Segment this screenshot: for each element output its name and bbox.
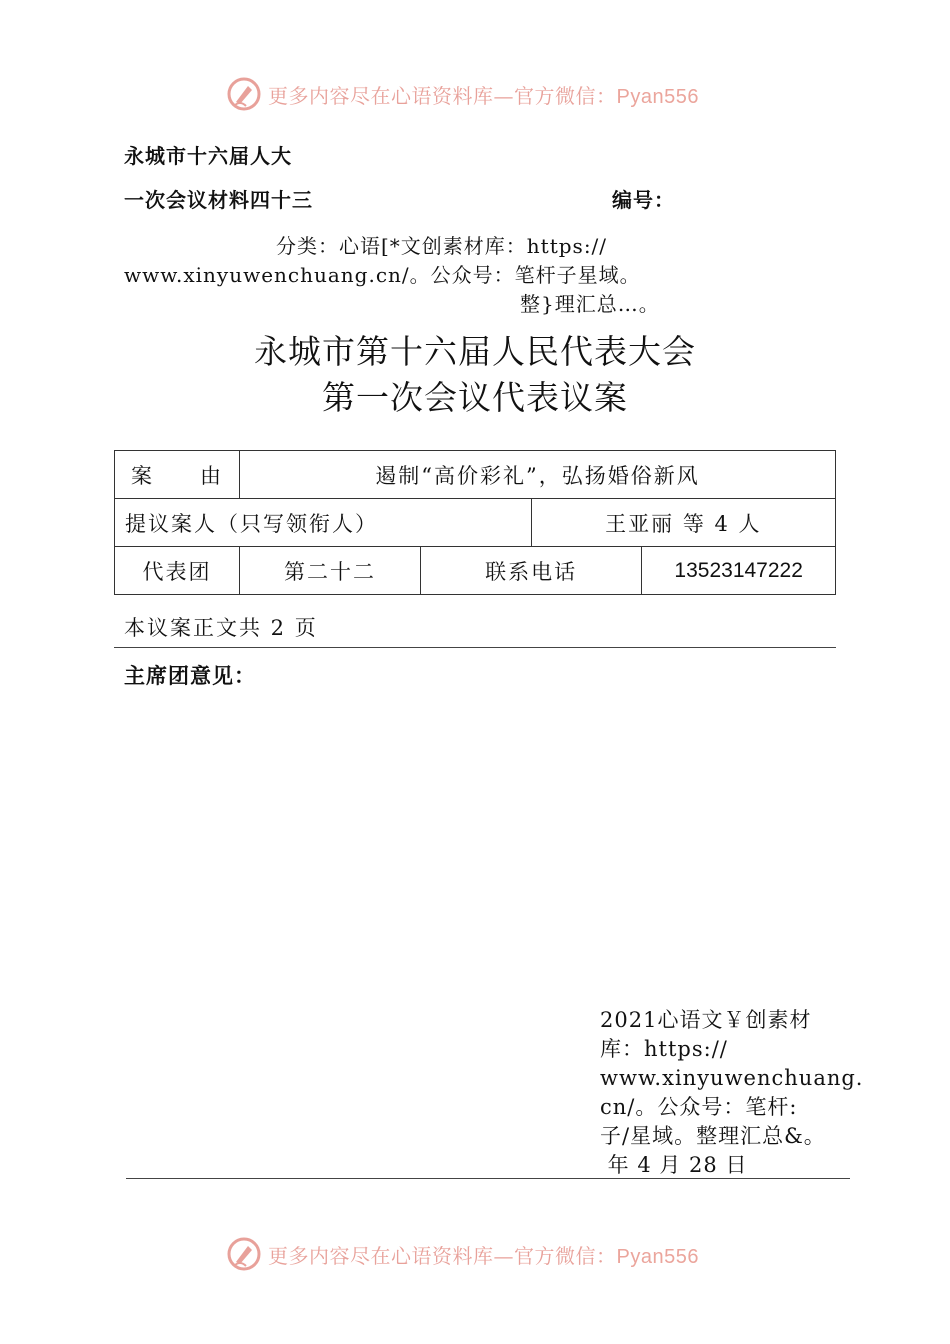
footer-line: www.xinyuwenchuang. (600, 1066, 864, 1090)
footer-date: 年 4 月 28 日 (600, 1153, 748, 1177)
watermark-text: 更多内容尽在心语资料库—官方微信： (268, 83, 617, 108)
watermark-wechat: Pyan556 (616, 85, 699, 108)
number-label: 编号： (612, 188, 675, 212)
footer-line: 子/星域。整理汇总&。 (600, 1124, 826, 1148)
watermark-banner-bottom (226, 1234, 699, 1274)
footer-line: 库：https:// (600, 1037, 728, 1061)
category-line-1: 分类：心语[*文创素材库：https:// (276, 234, 608, 258)
footer-line: 2021心语文￥创素材 (600, 1008, 812, 1032)
phone-label: 联系电话 (421, 547, 642, 595)
pages-note: 本议案正文共 2 页 (124, 616, 318, 640)
watermark-text: 更多内容尽在心语资料库—官方微信： (268, 1243, 617, 1268)
presidium-opinion-label: 主席团意见： (124, 664, 256, 688)
header-line-1: 永城市十六届人大 (124, 144, 292, 168)
proposal-info-table (114, 450, 836, 595)
divider-bottom (126, 1178, 850, 1179)
footer-note (600, 1006, 864, 1180)
table-row-delegation (115, 547, 836, 595)
document-title-line-1: 永城市第十六届人民代表大会 (254, 332, 696, 371)
case-value: 遏制“高价彩礼”，弘扬婚俗新风 (240, 451, 836, 499)
pen-logo-icon (226, 76, 262, 112)
delegation-value: 第二十二 (240, 547, 421, 595)
proposer-value: 王亚丽 等 4 人 (531, 499, 835, 547)
category-line-3: 整}理汇总…。 (520, 292, 660, 316)
proposer-label: 提议案人（只写领衔人） (115, 499, 532, 547)
delegation-label: 代表团 (115, 547, 240, 595)
header-line-2: 一次会议材料四十三 (124, 188, 313, 212)
category-line-2: www.xinyuwenchuang.cn/。公众号：笔杆子星域。 (124, 263, 641, 287)
table-row-case (115, 451, 836, 499)
phone-value: 13523147222 (642, 547, 836, 595)
watermark-wechat: Pyan556 (616, 1245, 699, 1268)
watermark-banner-top (226, 74, 699, 114)
pen-logo-icon (226, 1236, 262, 1272)
footer-line: cn/。公众号：笔杆: (600, 1095, 798, 1119)
document-title-line-2: 第一次会议代表议案 (322, 378, 628, 417)
table-row-proposer (115, 499, 836, 547)
case-label: 案 由 (115, 451, 240, 499)
divider-top (114, 647, 836, 648)
